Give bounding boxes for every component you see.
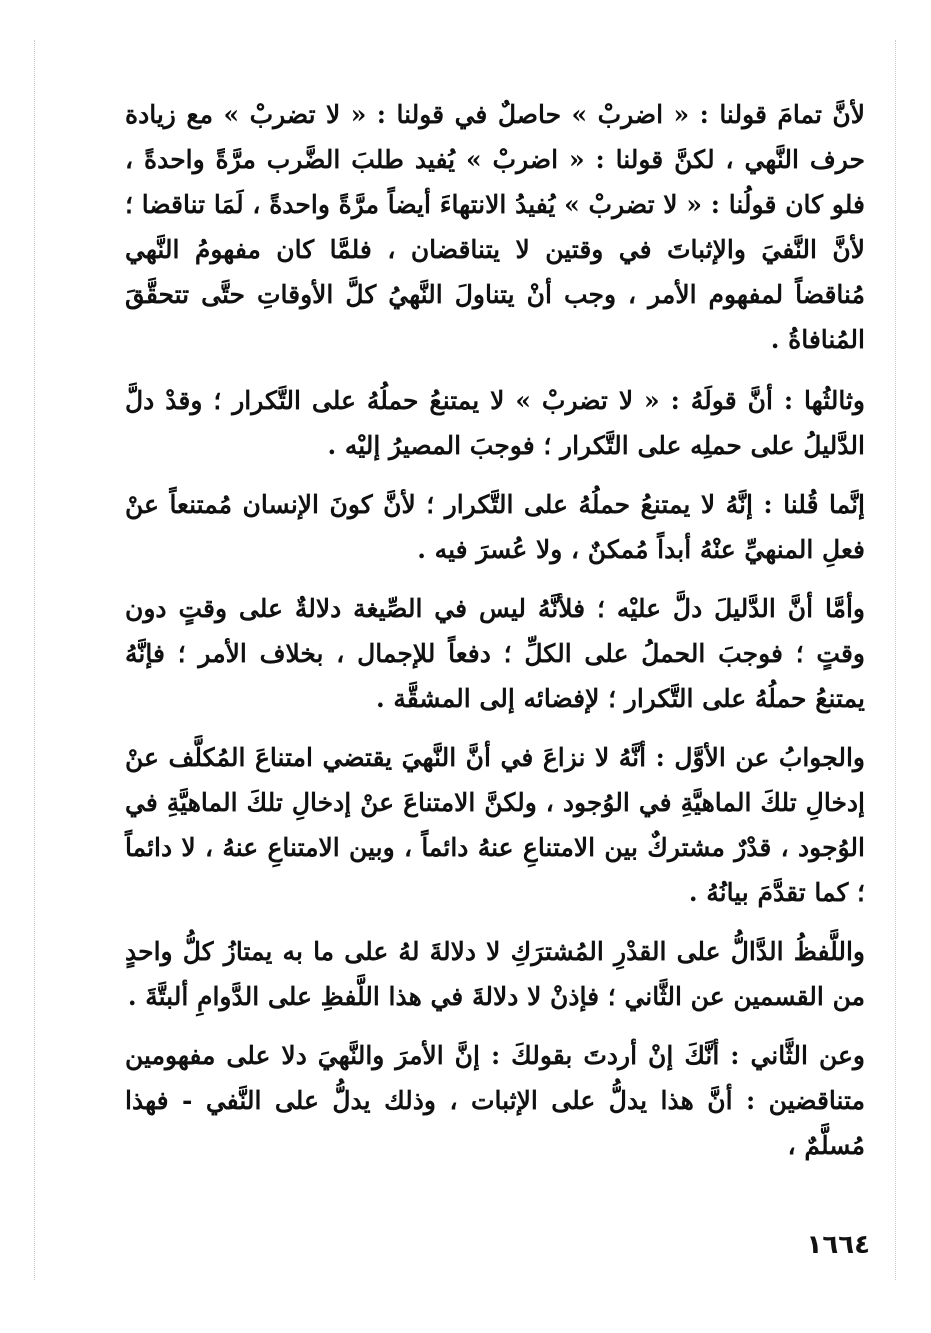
scan-edge-right	[895, 40, 896, 1280]
paragraph-4: وأمَّا أنَّ الدَّليلَ دلَّ عليْه ؛ فلأنَّهُ ليس في الصِّيغة دلالةٌ على وقتٍ دون وقتٍ ؛ فوجبَ الحملُ على الكلِّ ؛ دفعاً للإجمال ، بخلاف الأمر ؛ فإنَّهُ يمتنعُ حملُهُ على التَّكرار ؛ لإفضائه إلى المشقَّة .	[125, 594, 865, 713]
paragraph-6: واللَّفظُ الدَّالُّ على القدْرِ المُشترَكِ لا دلالةَ لهُ على ما به يمتازُ كلُّ واحدٍ من القسمين عن الثَّاني ؛ فإذنْ لا دلالةَ في هذا اللَّفظِ على الدَّوامِ ألبتَّةَ .	[125, 937, 865, 1011]
paragraph-2: وثالثُها : أنَّ قولَهُ : « لا تضربْ » لا يمتنعُ حملُهُ على التَّكرار ؛ وقدْ دلَّ الدَّليلُ على حملِه على التَّكرار ؛ فوجبَ المصيرُ إليْه .	[125, 386, 865, 460]
paragraph-1: لأنَّ تمامَ قولنا : « اضربْ » حاصلٌ في قولنا : « لا تضربْ » مع زيادة حرف النَّهي ، لكنَّ قولنا : « اضربْ » يُفيد طلبَ الضَّرب مرَّةً واحدةً ، فلو كان قولُنا : « لا تضربْ » يُفيدُ الانتهاءَ أيضاً مرَّةً واحدةً ، لَمَا تناقضا ؛ لأنَّ النَّفيَ والإثباتَ في وقتين لا يتناقضان ، فلمَّا كان مفهومُ النَّهي مُناقضاً لمفهوم الأمر ، وجب أنْ يتناولَ النَّهيُ كلَّ الأوقاتِ حتَّى تتحقَّقَ المُنافاةُ .	[125, 100, 865, 354]
page-number: ١٦٦٤	[806, 1230, 870, 1260]
body-text	[125, 92, 865, 1182]
paragraph-7: وعن الثَّاني : أنَّكَ إنْ أردتَ بقولكَ : إنَّ الأمرَ والنَّهيَ دلا على مفهومين متناقضين : أنَّ هذا يدلُّ على الإثبات ، وذلك يدلُّ على النَّفي - فهذا مُسلَّمٌ ،	[125, 1041, 865, 1160]
paragraph-5: والجوابُ عن الأوَّل : أنَّهُ لا نزاعَ في أنَّ النَّهيَ يقتضي امتناعَ المُكلَّف عنْ إدخالِ تلكَ الماهيَّةِ في الوُجود ، ولكنَّ الامتناعَ عنْ إدخالِ تلكَ الماهيَّةِ في الوُجود ، قدْرٌ مشتركٌ بين الامتناعِ عنهُ دائماً ، وبين الامتناعِ عنهُ ، لا دائماً ؛ كما تقدَّمَ بيانُهُ .	[125, 743, 865, 907]
paragraph-3: إنَّما قُلنا : إنَّهُ لا يمتنعُ حملُهُ على التَّكرار ؛ لأنَّ كونَ الإنسان مُمتنعاً عنْ فعلِ المنهيِّ عنْهُ أبداً مُمكنٌ ، ولا عُسرَ فيه .	[125, 490, 865, 564]
scan-edge-left	[34, 40, 35, 1280]
